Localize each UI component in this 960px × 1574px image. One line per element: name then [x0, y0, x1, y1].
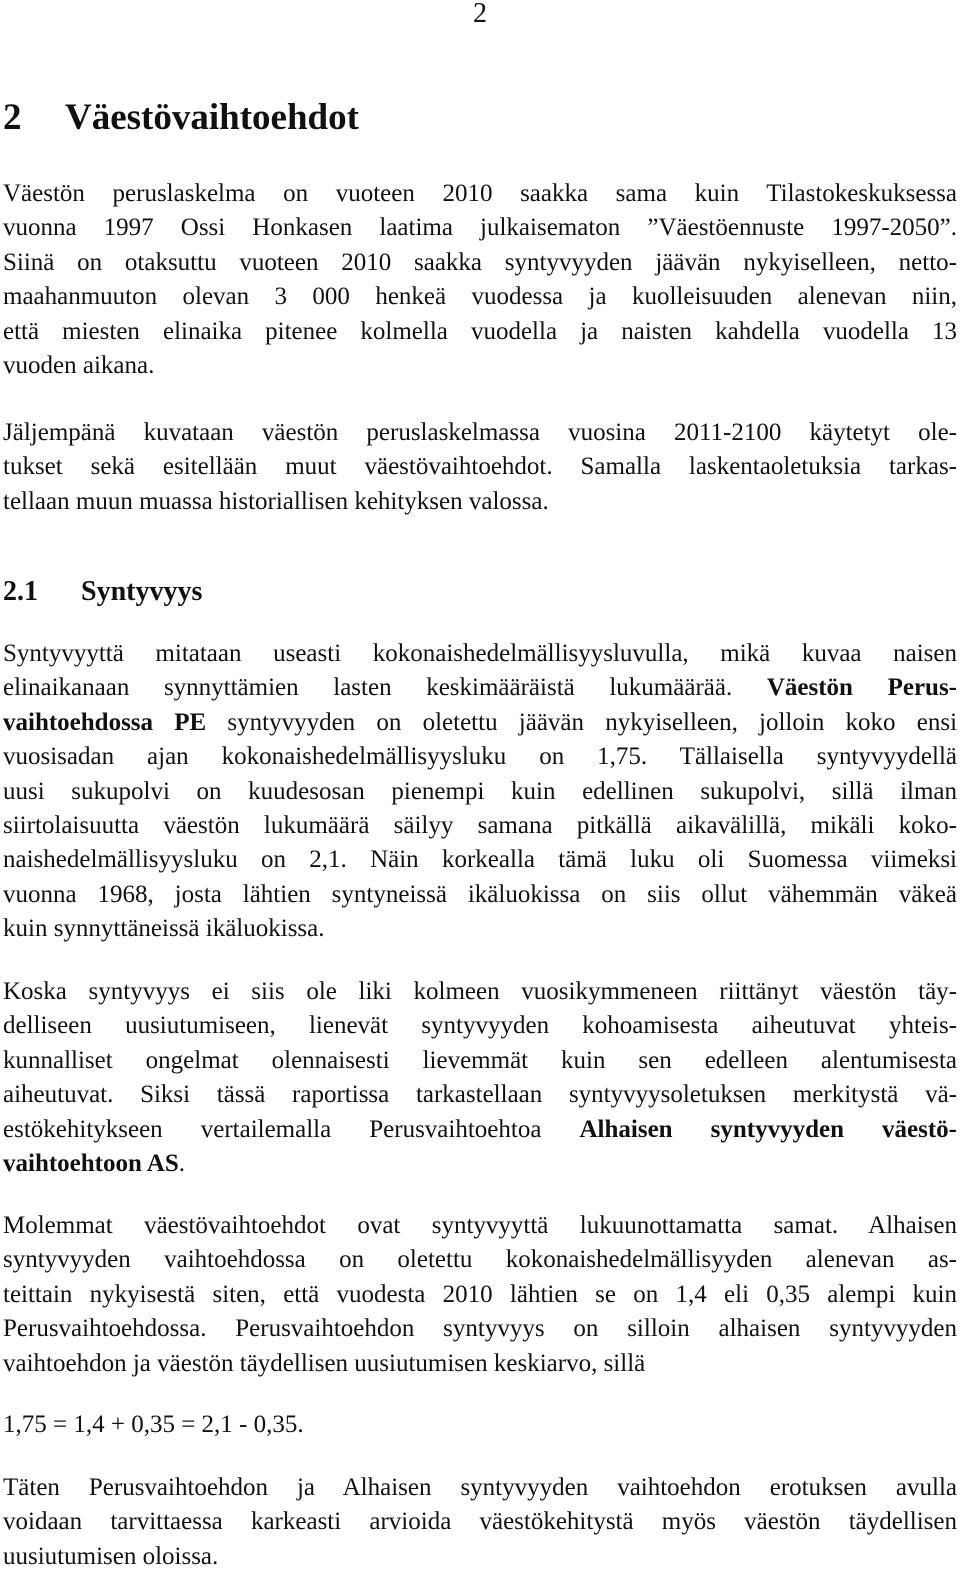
text-line: Syntyvyyttä mitataan useasti kokonaishedelmällisyysluvulla, mikä kuvaa naisen — [3, 640, 957, 667]
text-line: tukset sekä esitellään muut väestövaihtoehdot. Samalla laskentaoletuksia tarkas- — [3, 453, 957, 481]
text-segment: . — [178, 1149, 185, 1177]
text-line — [3, 706, 957, 740]
text-line: uusi sukupolvi on kuudesosan pienempi kuin edellinen sukupolvi, sillä ilman — [3, 777, 957, 805]
text-segment: elinaikanaan synnyttämien lasten keskimääräistä lukumäärää. — [3, 674, 767, 702]
bold-term: vaihtoehtoon AS — [3, 1149, 179, 1177]
text-line: voidaan tarvittaessa karkeasti arvioida väestökehitystä myös väestön täydellisen — [3, 1508, 957, 1536]
page-number: 2 — [473, 0, 487, 29]
text-line — [3, 1147, 957, 1181]
text-line: maahanmuuton olevan 3 000 henkeä vuodessa ja kuolleisuuden alenevan niin, — [3, 283, 957, 311]
section-number: 2.1 — [3, 576, 38, 607]
text-segment: estökehitykseen vertailemalla Perusvaihtoehtoa — [3, 1115, 580, 1143]
text-line: Väestön peruslaskelma on vuoteen 2010 saakka sama kuin Tilastokeskuksessa — [3, 180, 957, 207]
chapter-heading — [3, 94, 359, 142]
intro-paragraph-2 — [3, 416, 957, 519]
section-paragraph-3 — [3, 1209, 957, 1381]
text-line: että miesten elinaika pitenee kolmella vuodella ja naisten kahdella vuodella 13 — [3, 317, 957, 345]
section-paragraph-1 — [3, 637, 957, 947]
text-line: Täten Perusvaihtoehdon ja Alhaisen syntyvyyden vaihtoehdon erotuksen avulla — [3, 1474, 957, 1501]
text-line — [3, 671, 957, 705]
text-line: vuonna 1968, josta lähtien syntyneissä ikäluokissa on siis ollut vähemmän väkeä — [3, 880, 957, 908]
equation — [3, 1408, 957, 1442]
text-line: uusiutumisen oloissa. — [3, 1542, 219, 1570]
chapter-title: Väestövaihtoehdot — [65, 97, 359, 138]
text-line: vuosisadan ajan kokonaishedelmällisyysluku on 1,75. Tällaisella syntyvyydellä — [3, 743, 957, 771]
bold-term: Alhaisen syntyvyyden väestö- — [579, 1115, 957, 1143]
bold-term: vaihtoehdossa PE — [3, 708, 207, 736]
intro-paragraph-1 — [3, 177, 957, 383]
text-line: kuin synnyttäneissä ikäluokissa. — [3, 915, 325, 943]
text-line: tellaan muun muassa historiallisen kehityksen valossa. — [3, 487, 549, 515]
text-line: Perusvaihtoehdossa. Perusvaihtoehdon syntyvyys on silloin alhaisen syntyvyyden — [3, 1315, 957, 1343]
text-line — [3, 1113, 957, 1147]
text-line: Koska syntyvyys ei siis ole liki kolmeen vuosikymmeneen riittänyt väestön täy- — [3, 978, 957, 1005]
text-line: aiheutuvat. Siksi tässä raportissa tarkastellaan syntyvyysoletuksen merkitystä vä- — [3, 1081, 957, 1109]
text-segment: syntyvyyden on oletettu jäävän nykyiselleen, jolloin koko ensi — [206, 708, 958, 736]
text-line: vuonna 1997 Ossi Honkasen laatima julkaisematon ”Väestöennuste 1997-2050”. — [3, 214, 957, 242]
text-line: Jäljempänä kuvataan väestön peruslaskelmassa vuosina 2011-2100 käytetyt ole- — [3, 419, 957, 446]
text-line: delliseen uusiutumiseen, lienevät syntyvyyden kohoamisesta aiheutuvat yhteis- — [3, 1012, 957, 1040]
section-paragraph-4 — [3, 1471, 957, 1574]
text-line: Molemmat väestövaihtoehdot ovat syntyvyyttä lukuunottamatta samat. Alhaisen — [3, 1212, 957, 1239]
text-line: vuoden aikana. — [3, 351, 155, 379]
text-line: kunnalliset ongelmat olennaisesti lievemmät kuin sen edelleen alentumisesta — [3, 1046, 957, 1074]
section-paragraph-2 — [3, 975, 957, 1181]
section-title: Syntyvyys — [81, 576, 203, 607]
text-line: Siinä on otaksuttu vuoteen 2010 saakka syntyvyyden jäävän nykyiselleen, netto- — [3, 248, 957, 276]
bold-term: Väestön Perus- — [766, 674, 957, 702]
text-line: teittain nykyisestä siten, että vuodesta 2010 lähtien se on 1,4 eli 0,35 alempi kuin — [3, 1280, 957, 1308]
text-line: siirtolaisuutta väestön lukumäärä säilyy samana pitkällä aikavälillä, mikäli koko- — [3, 811, 957, 839]
text-line: naishedelmällisyysluku on 2,1. Näin korkealla tämä luku oli Suomessa viimeksi — [3, 846, 957, 874]
chapter-number: 2 — [3, 97, 22, 138]
text-line: syntyvyyden vaihtoehdossa on oletettu kokonaishedelmällisyyden alenevan as- — [3, 1246, 957, 1274]
section-heading — [3, 572, 202, 612]
text-line: vaihtoehdon ja väestön täydellisen uusiutumisen keskiarvo, sillä — [3, 1349, 646, 1377]
equation-line: 1,75 = 1,4 + 0,35 = 2,1 - 0,35. — [3, 1411, 304, 1438]
